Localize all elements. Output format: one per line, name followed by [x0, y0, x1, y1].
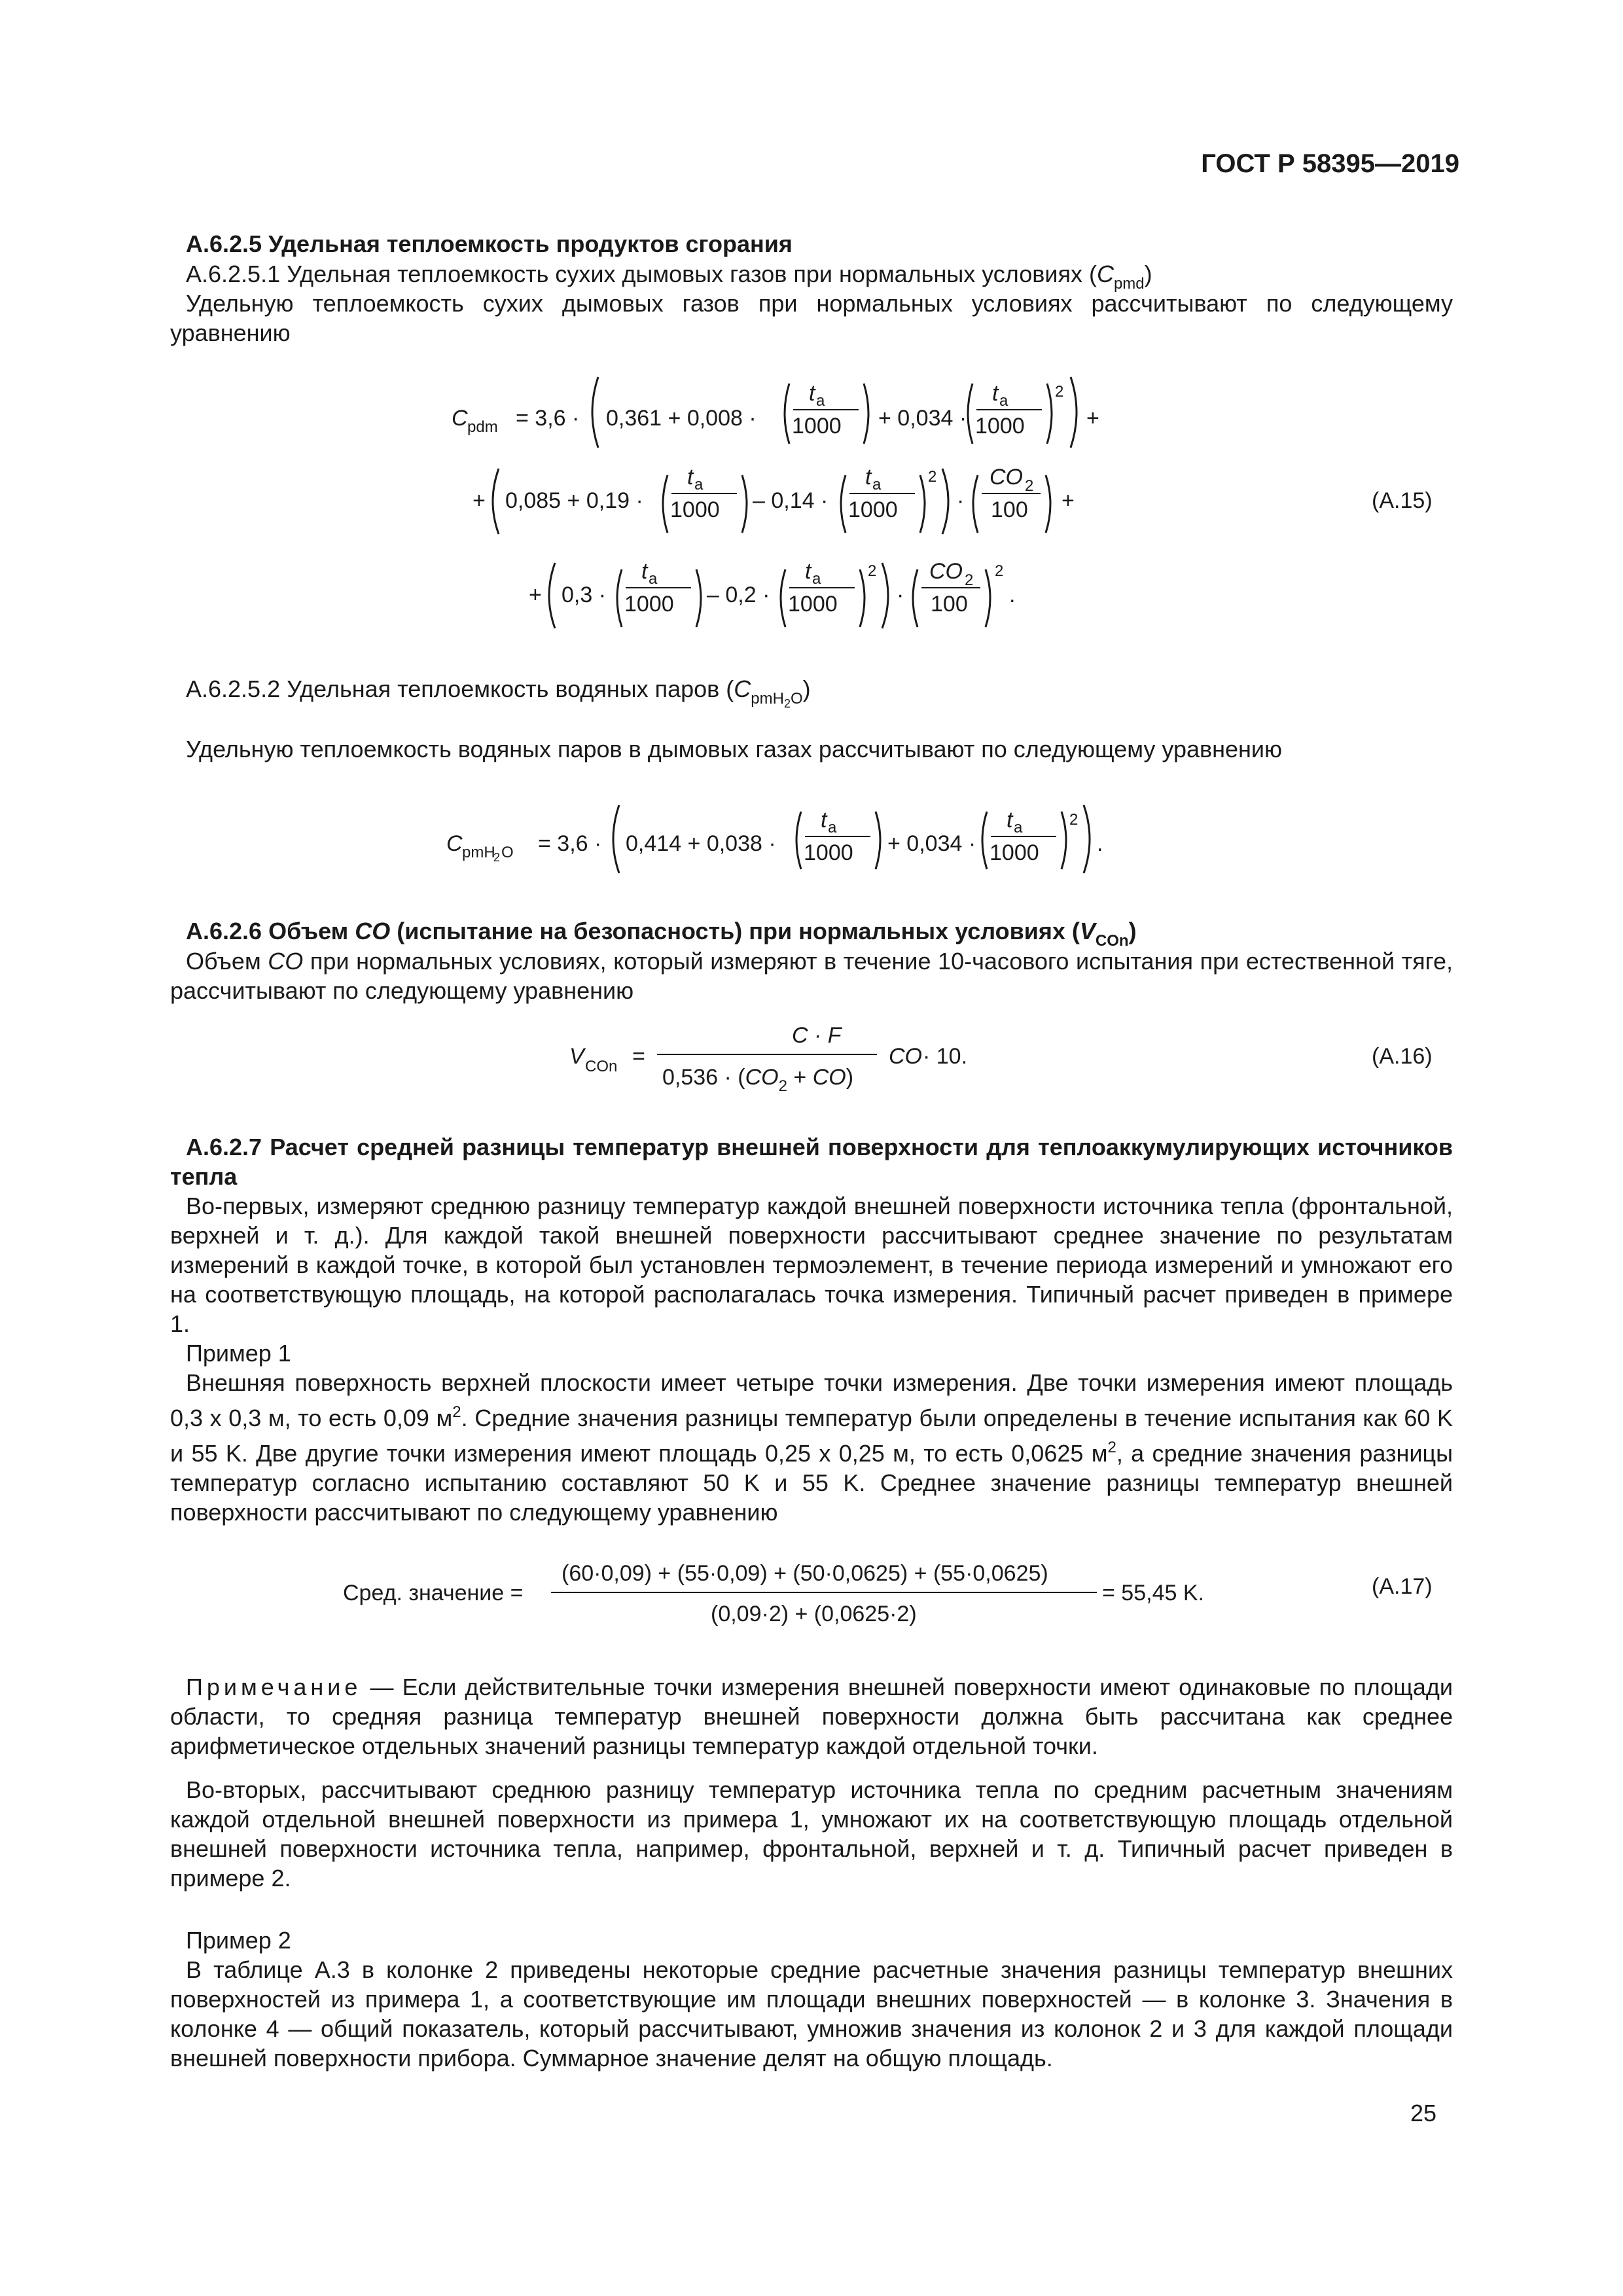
eq17-den: (0,09·2) + (0,0625·2) [711, 1602, 917, 1626]
eq16-rhs-co: CO [889, 1044, 922, 1069]
eqh2o-paren-open [613, 805, 619, 873]
eq15-l1-frac2-tsub: a [999, 392, 1008, 410]
eq16-lhs: V [569, 1044, 584, 1069]
eq15-l2-frac2-den: 1000 [848, 497, 898, 522]
subheading-a6252-close: ) [802, 675, 811, 702]
eq16-number: (А.16) [1372, 1044, 1433, 1069]
eq15-l1-frac2-paren-r [1047, 384, 1052, 444]
subheading-a6251-text: А.6.2.5.1 Удельная теплоемкость сухих дымовых газов при нормальных условиях ( [186, 260, 1097, 287]
eq15-l3-frac2-paren-r [860, 569, 865, 627]
eqh2o-b: + 0,034 · [887, 831, 976, 856]
subheading-a6252-text: А.6.2.5.2 Удельная теплоемкость водяных паров ( [186, 675, 734, 702]
eq16-den-co2: CO [745, 1065, 779, 1090]
eq16-den-c: ) [846, 1065, 854, 1090]
eq15-l2-frac3-co: CO [990, 465, 1023, 490]
heading-a627: А.6.2.7 Расчет средней разницы температур внешней поверхности для теплоаккумулирующих источников тепла [170, 1134, 1453, 1190]
eqh2o-frac1-den: 1000 [804, 840, 853, 865]
equation-a16 [0, 1011, 1623, 1103]
eq16-den-sub: 2 [778, 1077, 787, 1095]
eq15-l1-frac1-paren-r [864, 384, 868, 444]
eq15-l1b: + 0,034 · [878, 406, 967, 431]
eq15-l1a: 0,361 + 0,008 · [606, 406, 757, 431]
eq15-l3b: – 0,2 · [707, 583, 770, 607]
eq15-l1-frac2-den: 1000 [975, 414, 1025, 439]
document-header: ГОСТ Р 58395—2019 [1201, 149, 1459, 178]
eqh2o-lhs: C [446, 831, 463, 856]
eq15-eq: = 3,6 · [516, 406, 580, 431]
subheading-a6251-close: ) [1144, 260, 1152, 287]
example1-text-c: , а средние значения разницы температур согласно испытанию составляют 50 K и 55 K. Среднее значение разницы температур внешней поверхности рассчитывают по следующему уравнению [170, 1440, 1454, 1526]
eqh2o-frac2-tsub: a [1014, 819, 1023, 836]
eq17-rhs: = 55,45 K. [1102, 1581, 1204, 1605]
eqh2o-lhs-sub2: 2 [493, 851, 501, 864]
eq15-l3-sq1: 2 [868, 562, 877, 580]
eq15-l3-frac1-tsub: a [649, 570, 658, 588]
subheading-a6252-sub: pmH [751, 690, 784, 708]
eq15-l1-sq: 2 [1055, 383, 1064, 401]
eqh2o-frac1-paren-r [876, 812, 880, 869]
eq15-number: (А.15) [1372, 488, 1433, 513]
example1-sup1: 2 [452, 1403, 461, 1421]
equation-h2o [0, 792, 1623, 884]
eqh2o-frac2-den: 1000 [990, 840, 1039, 865]
note [170, 1672, 1453, 1761]
example1-text-a: Внешняя поверхность верхней плоскости имеет четыре точки измерения. Две точки измерения имеют площадь 0,3 x 0,3 м, то есть 0,09 м [170, 1369, 1453, 1431]
heading-a625: А.6.2.5 Удельная теплоемкость продуктов сгорания [186, 230, 793, 257]
eqh2o-eq: = 3,6 · [538, 831, 602, 856]
eq16-lhs-sub: COn [585, 1058, 618, 1075]
eq15-l3-plus-lead: + [529, 583, 542, 607]
eq15-l3-frac2-t: t [805, 559, 812, 584]
subheading-a6252-symbol: C [734, 675, 751, 702]
eq15-l1-frac2-t: t [992, 381, 999, 406]
eqh2o-frac1-tsub: a [828, 819, 837, 836]
eq15-l3-sq2: 2 [995, 562, 1004, 580]
eq15-l3-frac3-paren-l [913, 569, 918, 627]
eq15-l2-plus: + [1061, 488, 1075, 513]
eq15-l2-frac2-paren-l [841, 475, 846, 533]
eqh2o-frac2-paren-l [982, 812, 987, 869]
eqh2o-sq: 2 [1069, 811, 1079, 829]
paragraph-a626-a: Объем [186, 948, 268, 975]
eqh2o-lhs-sub3: O [501, 844, 514, 861]
eq15-lhs-sub: pdm [467, 418, 498, 436]
eqh2o-frac1-paren-l [796, 812, 801, 869]
example1-sup2: 2 [1107, 1439, 1116, 1456]
paragraph-a626-b: при нормальных условиях, который измеряют в течение 10-часового испытания при естественной тяге, рассчитывают по следующему уравнению [170, 948, 1453, 1004]
subheading-a6252-sub2: 2 [783, 697, 791, 710]
paragraph-a6252-intro: Удельную теплоемкость водяных паров в дымовых газах рассчитывают по следующему уравнению [186, 736, 1283, 762]
eq15-l2-paren-close [942, 469, 948, 534]
eq15-l1-paren-open [592, 377, 598, 448]
eq16-den-co: CO [812, 1065, 846, 1090]
eq15-l3-frac2-tsub: a [812, 570, 821, 588]
eq15-l3-dot: · [897, 583, 904, 607]
eq15-l2-frac2-paren-r [920, 475, 925, 533]
eq15-l2-frac1-tsub: a [694, 476, 704, 493]
heading-a626-vsub: COn [1095, 932, 1129, 950]
eq15-l3-frac3-co-sub: 2 [965, 571, 974, 589]
heading-a626-close: ) [1128, 918, 1137, 944]
eq15-l3-paren-close [882, 563, 888, 628]
eq15-l2-frac3-co-sub: 2 [1025, 477, 1034, 495]
eq15-l2-frac1-paren-l [663, 475, 668, 533]
heading-a626-co: CO [355, 918, 391, 944]
paragraph-a627-p1: Во-первых, измеряют среднюю разницу температур каждой внешней поверхности источника тепла (фронтальной, верхней и т. д.). Для каждой такой внешней поверхности рассчитывают среднее значение по результатам измерений в каждой точке, в которой был установлен термоэлемент, в течение периода измерений и умножают его на соответствующую площадь, на которой располагалась точка измерения. Типичный расчет приведен в примере 1. [170, 1193, 1453, 1337]
eq15-l1-plus: + [1086, 406, 1099, 431]
subheading-a6252-sub3: O [790, 690, 803, 708]
eq15-l2a: 0,085 + 0,19 · [505, 488, 643, 513]
note-text: — Если действительные точки измерения внешней поверхности имеют одинаковые по площади области, то средняя разница температур внешней поверхности должна быть рассчитана как среднее арифметическое отдельных значений разницы температур каждой отдельной точки. [170, 1674, 1453, 1759]
eq15-l1-frac1-tsub: a [816, 392, 825, 410]
page-number: 25 [1410, 2100, 1436, 2126]
eqh2o-period: . [1097, 831, 1103, 856]
eq15-l2-frac1-paren-r [742, 475, 747, 533]
eq15-l2-frac3-paren-l [973, 475, 978, 533]
paragraph-a626 [170, 946, 1453, 1005]
eq15-l3-frac3-co: CO [929, 559, 963, 584]
eq15-l2b: – 0,14 · [753, 488, 829, 513]
eq15-l2-frac2-tsub: a [872, 476, 882, 493]
eq16-den-a: 0,536 · ( [662, 1065, 745, 1090]
example1-title: Пример 1 [186, 1340, 291, 1367]
eq15-l2-frac1-den: 1000 [670, 497, 720, 522]
equation-a17 [0, 1548, 1623, 1646]
eq17-lhs: Сред. значение = [343, 1581, 524, 1605]
eq15-l2-dot: · [957, 488, 965, 513]
example2-text: В таблице А.3 в колонке 2 приведены некоторые средние расчетные значения разницы температур внешних поверхностей из примера 1, а соответствующие им площади внешних поверхностей — в колонке 3. Значения в колонке 4 — общий показатель, который рассчитывают, умножив значения из колонок 2 и 3 для каждой площади внешней поверхности прибора. Суммарное значение делят на общую площадь. [170, 1956, 1453, 2072]
eq15-l2-plus-lead: + [473, 488, 486, 513]
eq15-l1-frac1-den: 1000 [792, 414, 842, 439]
eq16-eq: = [632, 1044, 645, 1069]
eqh2o-a: 0,414 + 0,038 · [626, 831, 776, 856]
subheading-a6251-subscript: pmd [1113, 275, 1145, 293]
eq15-l2-paren-open [493, 469, 499, 534]
eq15-lhs: C [452, 406, 468, 431]
eq15-l3-paren-open [549, 563, 555, 628]
eq15-l1-paren-close [1071, 377, 1077, 448]
eq15-l1-frac2-paren-l [968, 384, 972, 444]
eq15-l2-frac1-t: t [687, 465, 694, 490]
paragraph-a625-intro: Удельную теплоемкость сухих дымовых газов при нормальных условиях рассчитывают по следующему уравнению [170, 290, 1453, 346]
eqh2o-paren-close [1084, 805, 1090, 873]
example1-text [170, 1368, 1453, 1527]
eq15-l3-frac2-den: 1000 [788, 592, 838, 617]
eq15-l2-frac2-t: t [865, 465, 872, 490]
eq16-num: C · F [792, 1023, 842, 1048]
eqh2o-frac2-paren-r [1061, 812, 1066, 869]
eq15-l3-frac3-paren-r [986, 569, 990, 627]
example1-text-b: . Средние значения разницы температур были определены в течение испытания как 60 K и 55 K. Две другие точки измерения имеют площадь 0,25 x 0,25 м, то есть 0,0625 м [170, 1405, 1453, 1467]
eq16-rhs: · 10. [923, 1044, 968, 1069]
eq15-l2-frac3-den: 100 [991, 497, 1028, 522]
eqh2o-frac1-t: t [821, 808, 827, 833]
eq15-l3-frac2-paren-l [781, 569, 785, 627]
eq15-l3-frac1-t: t [641, 559, 648, 584]
heading-a626-a: А.6.2.6 Объем [186, 918, 355, 944]
eq15-l1-frac1-t: t [809, 381, 815, 406]
eq15-l3-frac3-den: 100 [931, 592, 968, 617]
eq15-l3a: 0,3 · [562, 583, 607, 607]
equation-a15 [0, 353, 1623, 648]
heading-a626-b: (испытание на безопасность) при нормальных условиях ( [390, 918, 1080, 944]
heading-a626-v: V [1079, 918, 1096, 944]
eq16-den-b: + [787, 1065, 813, 1090]
eq15-l3-frac1-paren-l [617, 569, 622, 627]
subheading-a6251-symbol: C [1096, 260, 1114, 287]
paragraph-second: Во-вторых, рассчитывают среднюю разницу температур источника тепла по средним расчетным значениям каждой отдельной внешней поверхности из примера 1, умножают их на соответствующую площадь отдельной внешней поверхности источника тепла, например, фронтальной, верхней и т. д. Типичный расчет приведен в примере 2. [170, 1776, 1453, 1892]
note-label: Примечание [186, 1674, 362, 1700]
eqh2o-lhs-sub: pmH [462, 844, 495, 861]
eq15-l2-frac3-paren-r [1046, 475, 1050, 533]
eq17-number: (А.17) [1372, 1574, 1433, 1599]
eq17-num: (60·0,09) + (55·0,09) + (50·0,0625) + (55·0,0625) [562, 1561, 1048, 1586]
eq15-l3-frac1-paren-r [696, 569, 701, 627]
paragraph-a626-co: CO [268, 948, 304, 975]
eq15-l3-frac1-den: 1000 [624, 592, 674, 617]
eq15-l2-sq: 2 [928, 468, 937, 486]
eqh2o-frac2-t: t [1007, 808, 1013, 833]
subheading-a6252 [170, 674, 1453, 719]
eq15-l3-period: . [1009, 583, 1016, 607]
example2-title: Пример 2 [186, 1927, 291, 1954]
eq15-l1-frac1-paren-l [785, 384, 789, 444]
eq16-den [662, 1065, 853, 1095]
